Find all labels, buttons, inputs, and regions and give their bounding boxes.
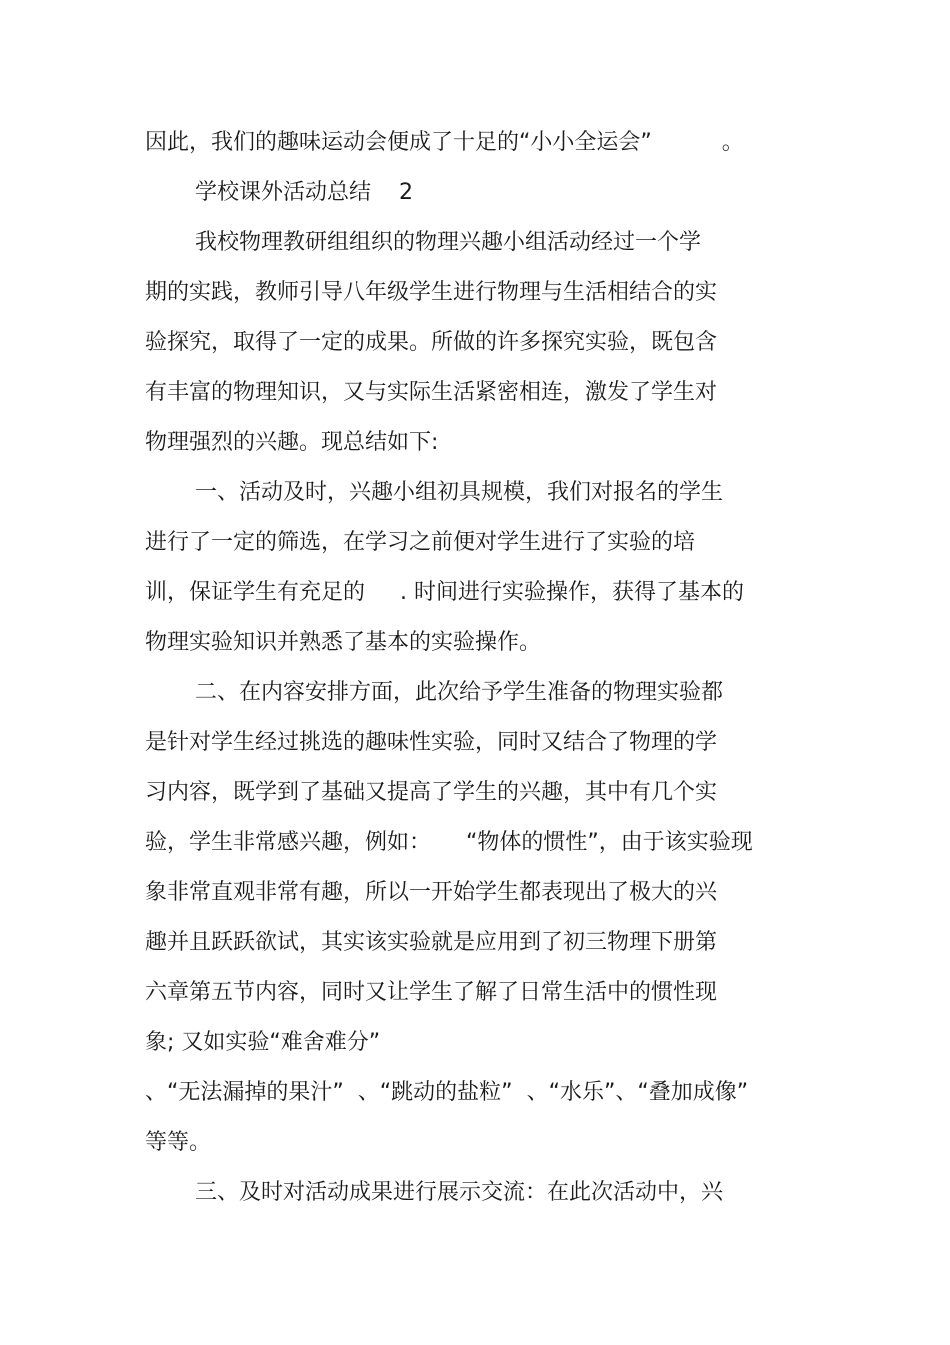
- text-line: 因此，我们的趣味运动会便成了十足的“小小全运会” 。: [145, 130, 744, 155]
- paragraph-line: 进行了一定的筛选，在学习之前便对学生进行了实验的培: [145, 530, 696, 555]
- paragraph-line: 象; 又如实验“难舍难分”: [145, 1030, 381, 1055]
- paragraph-line: 二、在内容安排方面，此次给予学生准备的物理实验都: [195, 680, 724, 705]
- paragraph-line: 一、活动及时，兴趣小组初具规模，我们对报名的学生: [195, 480, 724, 505]
- section-heading: 学校课外活动总结 2: [195, 180, 413, 205]
- paragraph-line: 期的实践，教师引导八年级学生进行物理与生活相结合的实: [145, 280, 718, 305]
- paragraph-line: 六章第五节内容，同时又让学生了解了日常生活中的惯性现: [145, 980, 718, 1005]
- paragraph-line: 有丰富的物理知识，又与实际生活紧密相连，激发了学生对: [145, 380, 718, 405]
- paragraph-line: 趣并且跃跃欲试，其实该实验就是应用到了初三物理下册第: [145, 930, 718, 955]
- paragraph-line: 三、及时对活动成果进行展示交流：在此次活动中，兴: [195, 1180, 724, 1205]
- paragraph-line: 物理强烈的兴趣。现总结如下:: [145, 430, 439, 455]
- paragraph-line: 物理实验知识并熟悉了基本的实验操作。: [145, 630, 542, 655]
- paragraph-line: 训，保证学生有充足的 . 时间进行实验操作，获得了基本的: [145, 580, 744, 605]
- paragraph-line: 是针对学生经过挑选的趣味性实验，同时又结合了物理的学: [145, 730, 718, 755]
- paragraph-line: 习内容，既学到了基础又提高了学生的兴趣，其中有几个实: [145, 780, 718, 805]
- paragraph-line: 、“无法漏掉的果汁” 、“跳动的盐粒” 、“水乐”、“叠加成像”: [145, 1080, 749, 1105]
- paragraph-line: 象非常直观非常有趣，所以一开始学生都表现出了极大的兴: [145, 880, 718, 905]
- paragraph-line: 等等。: [145, 1130, 212, 1155]
- paragraph-line: 验，学生非常感兴趣，例如： “物体的惯性”，由于该实验现: [145, 830, 753, 855]
- paragraph-line: 我校物理教研组组织的物理兴趣小组活动经过一个学: [195, 230, 702, 255]
- paragraph-line: 验探究，取得了一定的成果。所做的许多探究实验，既包含: [145, 330, 718, 355]
